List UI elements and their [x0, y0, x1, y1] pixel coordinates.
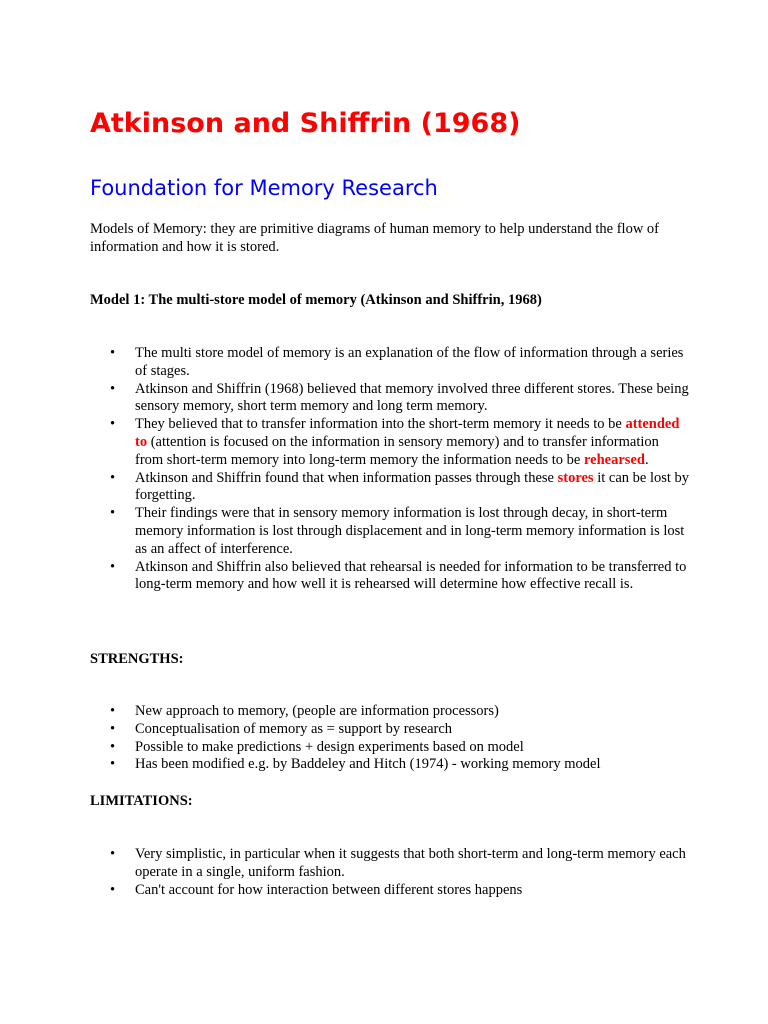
- document-title: Atkinson and Shiffrin (1968): [90, 108, 521, 139]
- list-item: [90, 381, 690, 417]
- intro-paragraph: Models of Memory: they are primitive diagrams of human memory to help understand the flow of information and how it is stored.: [90, 221, 659, 255]
- bullet-icon: •: [110, 881, 116, 898]
- bullet-icon: •: [110, 505, 116, 522]
- bullet-icon: •: [110, 720, 116, 737]
- list-item-text: They believed that to transfer information into the short-term memory it needs to be: [135, 416, 626, 433]
- list-item-text: (attention is focused on the information in sensory memory) and to transfer information from short-term memory into long-term memory the information needs to be: [135, 433, 659, 468]
- highlight-attended-to: attended to: [135, 416, 680, 450]
- list-item: [90, 345, 690, 381]
- list-item-text: Conceptualisation of memory as = support by research: [135, 720, 453, 737]
- bullet-icon: •: [110, 345, 116, 361]
- list-item-text: Atkinson and Shiffrin (1968) believed that memory involved three different stores. These being sensory memory, short term memory and long term memory.: [135, 380, 689, 415]
- list-item-text: it can be lost by forgetting.: [135, 469, 690, 504]
- highlight-stores: stores: [557, 469, 594, 486]
- document-subtitle: Foundation for Memory Research: [90, 176, 438, 200]
- model-points-list: [90, 345, 690, 594]
- list-item: [90, 739, 690, 757]
- list-item: [90, 559, 690, 595]
- list-item-text: Very simplistic, in particular when it suggests that both short-term and long-term memory each operate in a single, uniform fashion.: [135, 846, 686, 880]
- list-item-text: The multi store model of memory is an explanation of the flow of information through a series of stages.: [135, 345, 684, 379]
- list-item-text: New approach to memory, (people are information processors): [135, 703, 499, 719]
- list-item-text: Atkinson and Shiffrin found that when information passes through these: [135, 469, 558, 486]
- list-item-text: Possible to make predictions + design experiments based on model: [135, 738, 524, 755]
- list-item-text: Can't account for how interaction between different stores happens: [135, 881, 523, 898]
- list-item: [90, 721, 690, 739]
- list-item-text: .: [644, 451, 649, 468]
- bullet-icon: •: [110, 469, 116, 486]
- bullet-icon: •: [110, 703, 116, 719]
- limitations-heading: LIMITATIONS:: [90, 793, 193, 809]
- list-item-text: Their findings were that in sensory memory information is lost through decay, in short-term memory information is lost through displacement and in long-term memory information is lost as an affect of interference.: [135, 505, 685, 557]
- list-item: [90, 846, 690, 882]
- list-item: [90, 756, 690, 774]
- list-item-text: Has been modified e.g. by Baddeley and Hitch (1974) - working memory model: [135, 756, 601, 773]
- strengths-list: [90, 703, 690, 774]
- model-heading: Model 1: The multi-store model of memory (Atkinson and Shiffrin, 1968): [90, 292, 542, 308]
- bullet-icon: •: [110, 558, 116, 575]
- bullet-icon: •: [110, 380, 116, 397]
- bullet-icon: •: [110, 846, 116, 862]
- highlight-rehearsed: rehearsed: [584, 451, 645, 468]
- strengths-heading: STRENGTHS:: [90, 651, 184, 667]
- list-item: [90, 416, 690, 469]
- list-item: [90, 505, 690, 558]
- list-item: [90, 470, 690, 506]
- list-item-text: Atkinson and Shiffrin also believed that rehearsal is needed for information to be transferred to long-term memory and how well it is rehearsed will determine how effective recall is.: [135, 558, 687, 593]
- list-item: [90, 882, 690, 900]
- list-item: [90, 703, 690, 721]
- bullet-icon: •: [110, 756, 116, 773]
- limitations-list: [90, 846, 690, 899]
- bullet-icon: •: [110, 416, 116, 433]
- bullet-icon: •: [110, 738, 116, 755]
